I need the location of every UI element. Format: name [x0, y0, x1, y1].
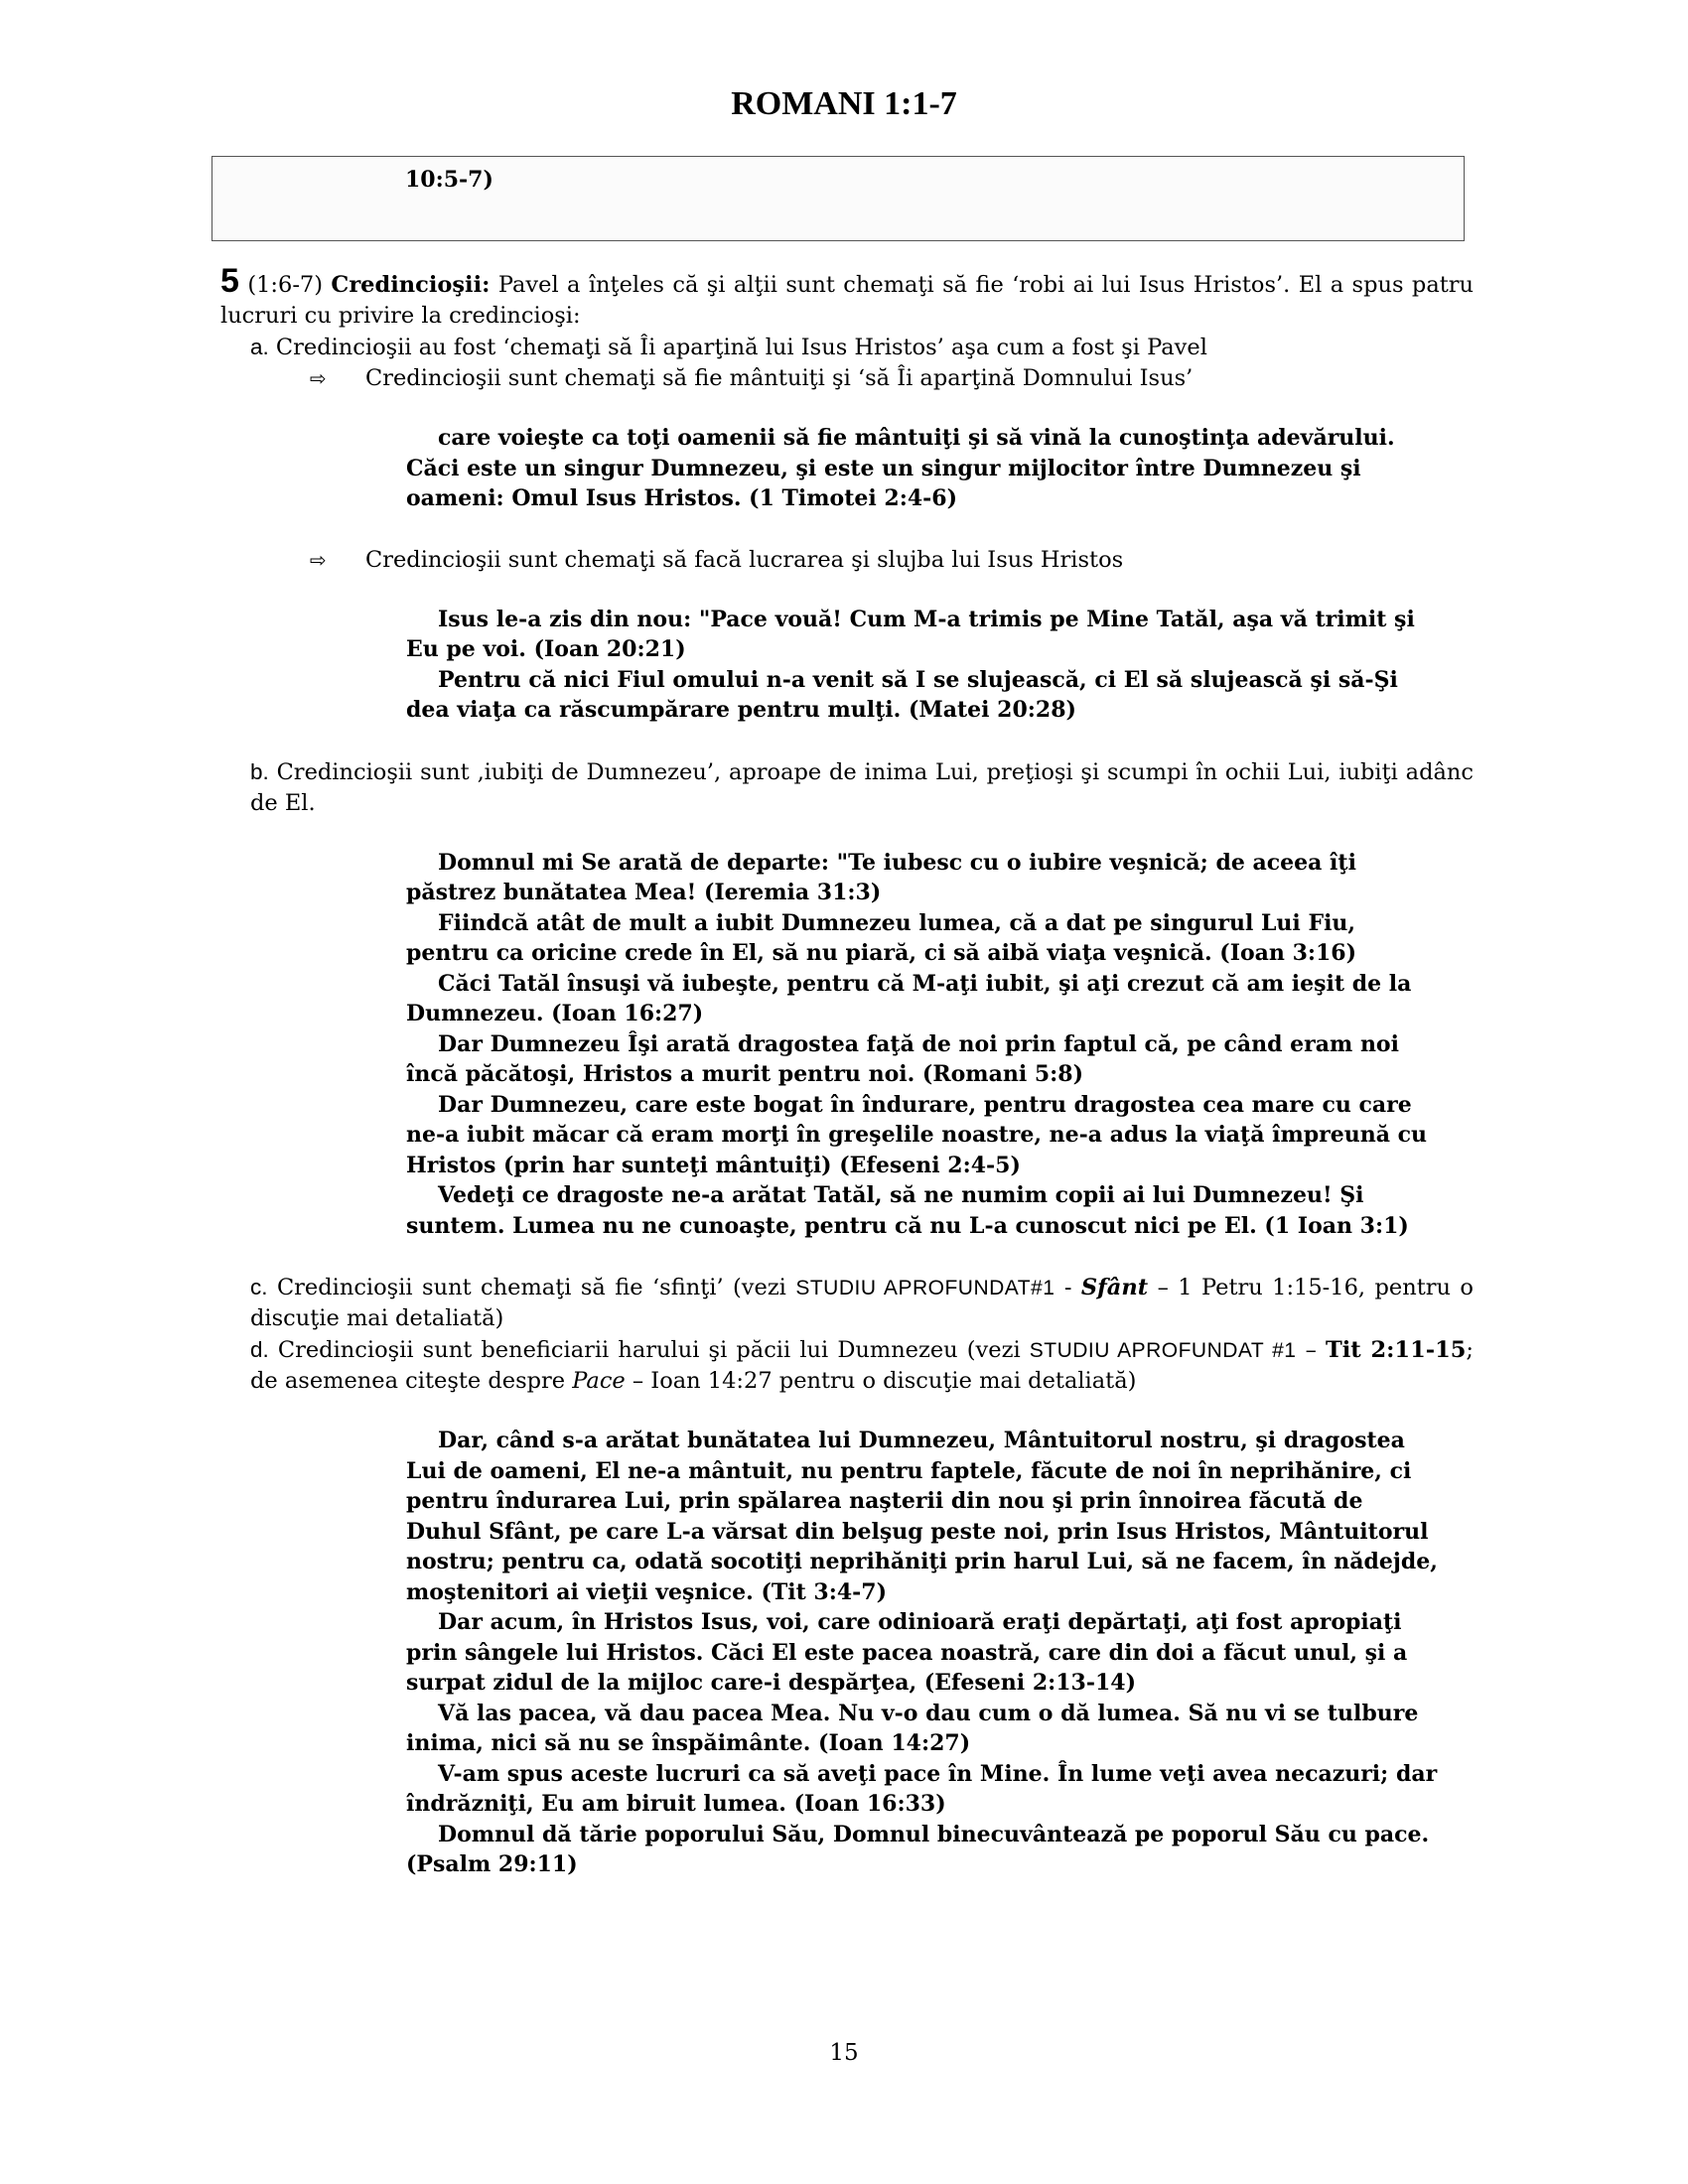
section-intro-text: Pavel a înţeles că şi alţii sunt chemaţi să fie ‘robi ai lui Isus Hristos’. El a spus patru lucruri cu privire la credincioşi: [220, 272, 1475, 329]
study-reference: STUDIU APROFUNDAT #1 [1029, 1339, 1297, 1362]
point-text: Credincioşii sunt ‚iubiţi de Dumnezeu’, aproape de inima Lui, preţioşi şi scumpi în ochii Lui, iubiţi adânc de El. [250, 758, 1474, 816]
scripture-quote: Vedeţi ce dragoste ne-a arătat Tatăl, să ne numim copii ai lui Dumnezeu! Şi suntem. Lumea nu ne cunoaşte, pentru că nu L-a cunoscut nici pe El. (1 Ioan 3:1) [406, 1182, 1409, 1239]
continued-quote-box [211, 156, 1465, 241]
scripture-quote: Fiindcă atât de mult a iubit Dumnezeu lumea, că a dat pe singurul Lui Fiu, pentru ca oricine crede în El, să nu piară, ci să aibă viaţa veşnică. (Ioan 3:16) [406, 909, 1357, 966]
point-letter: d. [250, 1337, 269, 1362]
point-a [220, 332, 1474, 363]
scripture-quote: Dar Dumnezeu Îşi arată dragostea faţă de noi prin faptul că, pe când eram noi încă păcătoşi, Hristos a murit pentru noi. (Romani 5:8) [406, 1030, 1399, 1087]
study-topic: Sfânt [1080, 1275, 1149, 1300]
page-title: ROMANI 1:1-7 [731, 85, 957, 122]
scripture-quote-block [406, 1426, 1439, 1880]
sub-point [310, 545, 1474, 576]
scripture-quote: Dar Dumnezeu, care este bogat în îndurare, pentru dragostea cea mare cu care ne-a iubit măcar că eram morţi în greşelile noastre, ne-a adus la viaţă împreună cu Hristos (prin har sunteţi mântuiţi) (Efeseni 2:4-5) [406, 1091, 1428, 1178]
continued-quote-text: 10:5-7) [405, 167, 493, 193]
arrow-right-icon: ⇨ [310, 547, 327, 572]
study-reference: STUDIU APROFUNDAT#1 [795, 1277, 1055, 1299]
section-ref: (1:6-7) [247, 272, 324, 298]
arrow-right-icon: ⇨ [310, 366, 327, 390]
scripture-quote-block [406, 423, 1439, 514]
bold-reference: Tit 2:11-15 [1325, 1337, 1467, 1363]
point-mid2: ; de asemenea citeşte despre [250, 1337, 1474, 1394]
section-intro [220, 262, 1475, 332]
scripture-quote-block [406, 848, 1439, 1242]
scripture-quote: Isus le-a zis din nou: "Pace vouă! Cum M-a trimis pe Mine Tatăl, aşa vă trimit şi Eu pe voi. (Ioan 20:21) [406, 606, 1415, 662]
scripture-quote: Dar acum, în Hristos Isus, voi, care odinioară eraţi depărtaţi, aţi fost apropiaţi prin sângele lui Hristos. Căci El este pacea noastră, care din doi a făcut unul, şi a surpat zidul de la mijloc care-i despărţea, (Efeseni 2:13-14) [406, 1609, 1408, 1696]
point-d [220, 1334, 1474, 1397]
sub-point-text: Credincioşii sunt chemaţi să facă lucrarea şi slujba lui Isus Hristos [365, 546, 1124, 573]
point-letter: c. [250, 1275, 268, 1299]
scripture-quote: Domnul dă tărie poporului Său, Domnul binecuvântează pe poporul Său cu pace. (Psalm 29:11) [406, 1821, 1430, 1877]
point-letter: a. [250, 335, 269, 359]
scripture-quote-block [406, 605, 1439, 726]
scripture-quote: care voieşte ca toţi oamenii să fie mântuiţi şi să vină la cunoştinţa adevărului. Căci este un singur Dumnezeu, şi este un singur mijlocitor între Dumnezeu şi oameni: Omul Isus Hristos. (1 Timotei 2:4-6) [406, 425, 1395, 511]
section-number: 5 [220, 262, 239, 300]
scripture-quote: Dar, când s-a arătat bunătatea lui Dumnezeu, Mântuitorul nostru, şi dragostea Lui de oameni, El ne-a mântuit, nu pentru faptele, făcute de noi în neprihănire, ci pentru îndurarea Lui, prin spălarea naşterii din nou şi prin înnoirea făcută de Duhul Sfânt, pe care L-a vărsat din belşug peste noi, prin Isus Hristos, Mântuitorul nostru; pentru ca, odată socotiţi neprihăniţi prin harul Lui, să ne facem, în nădejde, moştenitori ai vieţii veşnice. (Tit 3:4-7) [406, 1428, 1438, 1605]
scripture-quote: Căci Tatăl însuşi vă iubeşte, pentru că M-aţi iubit, şi aţi crezut că am ieşit de la Dumnezeu. (Ioan 16:27) [406, 970, 1412, 1026]
scripture-quote: Pentru că nici Fiul omului n-a venit să I se slujească, ci El să slujească şi să-Şi dea viaţa ca răscumpărare pentru mulţi. (Matei 20:28) [406, 666, 1398, 723]
point-dash: - [1055, 1275, 1081, 1300]
scripture-quote: V-am spus aceste lucruri ca să aveţi pace în Mine. În lume veţi avea necazuri; dar îndrăzniţi, Eu am biruit lumea. (Ioan 16:33) [406, 1760, 1438, 1817]
point-text-pre: Credincioşii sunt beneficiarii harului şi păcii lui Dumnezeu (vezi [277, 1337, 1030, 1363]
point-mid: – [1296, 1337, 1326, 1363]
point-text-post: – 1 Petru 1:15-16, pentru o discuţie mai detaliată) [250, 1275, 1474, 1331]
sub-point [310, 363, 1474, 394]
section-label: Credincioşii: [331, 272, 491, 298]
scripture-quote: Vă las pacea, vă dau pacea Mea. Nu v-o dau cum o dă lumea. Să nu vi se tulbure inima, nici să nu se înspăimânte. (Ioan 14:27) [406, 1700, 1419, 1756]
point-c [220, 1272, 1474, 1334]
scripture-quote: Domnul mi Se arată de departe: "Te iubesc cu o iubire veşnică; de aceea îţi păstrez bunătatea Mea! (Ieremia 31:3) [406, 849, 1356, 905]
sub-point-text: Credincioşii sunt chemaţi să fie mântuiţi şi ‘să Îi aparţină Domnului Isus’ [365, 365, 1194, 391]
point-text: Credincioşii au fost ‘chemaţi să Îi aparţină lui Isus Hristos’ aşa cum a fost şi Pavel [275, 335, 1207, 360]
point-b [220, 756, 1474, 819]
section-5 [220, 262, 1475, 1880]
point-letter: b. [250, 758, 269, 784]
point-text-post: – Ioan 14:27 pentru o discuţie mai detaliată) [625, 1368, 1137, 1394]
point-text-pre: Credincioşii sunt chemaţi să fie ‘sfinţi’ (vezi [276, 1275, 796, 1300]
page-number: 15 [829, 2040, 859, 2066]
study-topic: Pace [572, 1368, 626, 1394]
